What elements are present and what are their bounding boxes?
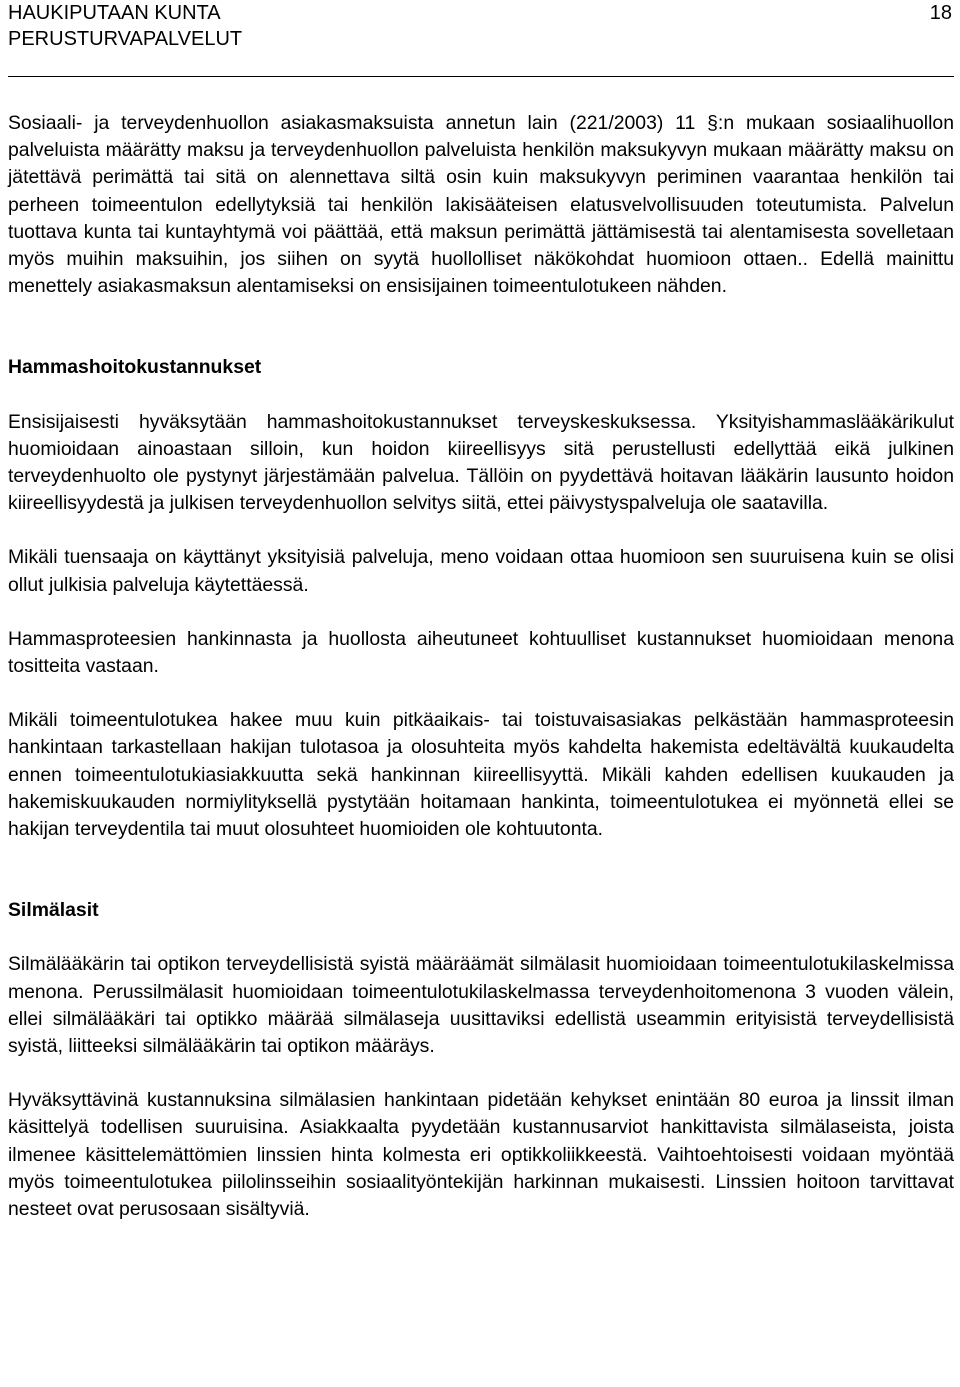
section-heading-dental: Hammashoitokustannukset — [8, 356, 262, 379]
dental-paragraph-1: Ensisijaisesti hyväksytään hammashoitokustannukset terveyskeskuksessa. Yksityishammaslääkärikulut huomioidaan ainoastaan silloin, kun hoidon kiireellisyys sitä perustellusti edellyttää eikä julkinen terveydenhuolto ole pystynyt järjestämään palvelua. Tällöin on pyydettävä hoitavan lääkärin lausunto hoidon kiireellisyydestä ja julkisen terveydenhuollon selvitys siitä, ettei päivystyspalveluja ole saatavilla. — [8, 410, 954, 515]
department-name: PERUSTURVAPALVELUT — [8, 28, 243, 50]
glasses-paragraph-2: Hyväksyttävinä kustannuksina silmälasien hankintaan pidetään kehykset enintään 80 euroa ja linssit ilman käsittelyä todellisen suuruisina. Asiakkaalta pyydetään kustannusarviot hankittavista silmälaseista, joista ilmenee käsittelemättömien linssien hinta kolmesta eri optikkoliikkeestä. Vaihtoehtoisesti voidaan myöntää myös toimeentulotukea piilolinsseihin sosiaalityöntekijän harkinnan mukaisesti. Linssien hoitoon tarvittavat nesteet ovat perusosaan sisältyviä. — [8, 1089, 954, 1221]
dental-paragraph-3: Hammasproteesien hankinnasta ja huollosta aiheutuneet kohtuulliset kustannukset huomioidaan menona tositteita vastaan. — [8, 627, 954, 678]
glasses-paragraph-1: Silmälääkärin tai optikon terveydellisistä syistä määräämät silmälasit huomioidaan toimeentulotukilaskelmissa menona. Perussilmälasit huomioidaan toimeentulotukilaskelmassa terveydenhoitomenona 3 vuoden välein, ellei silmälääkäri tai optikko määrää silmälaseja uusittaviksi edellistä useammin erityisistä terveydellisistä syistä, liitteeksi silmälääkärin tai optikon määräys. — [8, 953, 954, 1058]
section-heading-glasses: Silmälasit — [8, 899, 99, 922]
page-header — [8, 0, 954, 80]
intro-paragraph: Sosiaali- ja terveydenhuollon asiakasmaksuista annetun lain (221/2003) 11 §:n mukaan sosiaalihuollon palveluista määrätty maksu ja terveydenhuollon palveluista henkilön maksukyvyn mukaan määrätty maksu on jätettävä perimättä tai sitä on alennettava siltä osin kuin maksukyvyn periminen vaarantaa henkilön tai perheen toimeentulon edellytyksiä tai henkilön lakisääteisen elatusvelvollisuuden toteutumista. Palvelun tuottava kunta tai kuntayhtymä voi päättää, että maksun perimättä jättämisestä tai alentamisesta sovelletaan myös muihin maksuihin, jos siihen on syytä huollolliset näkökohdat huomioon ottaen.. Edellä mainittu menettely asiakasmaksun alentamiseksi on ensisijainen toimeentulotukeen nähden. — [8, 112, 954, 298]
document-page — [8, 0, 954, 1223]
organization-name: HAUKIPUTAAN KUNTA — [8, 2, 221, 24]
dental-paragraph-2: Mikäli tuensaaja on käyttänyt yksityisiä palveluja, meno voidaan ottaa huomioon sen suuruisena kuin se olisi ollut julkisia palveluja käytettäessä. — [8, 546, 954, 596]
header-divider — [8, 76, 954, 77]
page-number: 18 — [929, 2, 952, 24]
dental-paragraph-4: Mikäli toimeentulotukea hakee muu kuin pitkäaikais- tai toistuvaisasiakas pelkästään hammasproteesin hankintaan tarkastellaan hakijan tulotasoa ja olosuhteita myös kahdelta hakemista edeltävältä kuukaudelta ennen toimeentulotukiasiakkuutta sekä hankinnan kiireellisyyttä. Mikäli kahden edellisen kuukauden ja hakemiskuukauden normiylityksellä pystytään hoitamaan hankinta, toimeentulotukea ei myönnetä ellei se hakijan terveydentila tai muut olosuhteet huomioiden ole kohtuutonta. — [8, 709, 954, 841]
